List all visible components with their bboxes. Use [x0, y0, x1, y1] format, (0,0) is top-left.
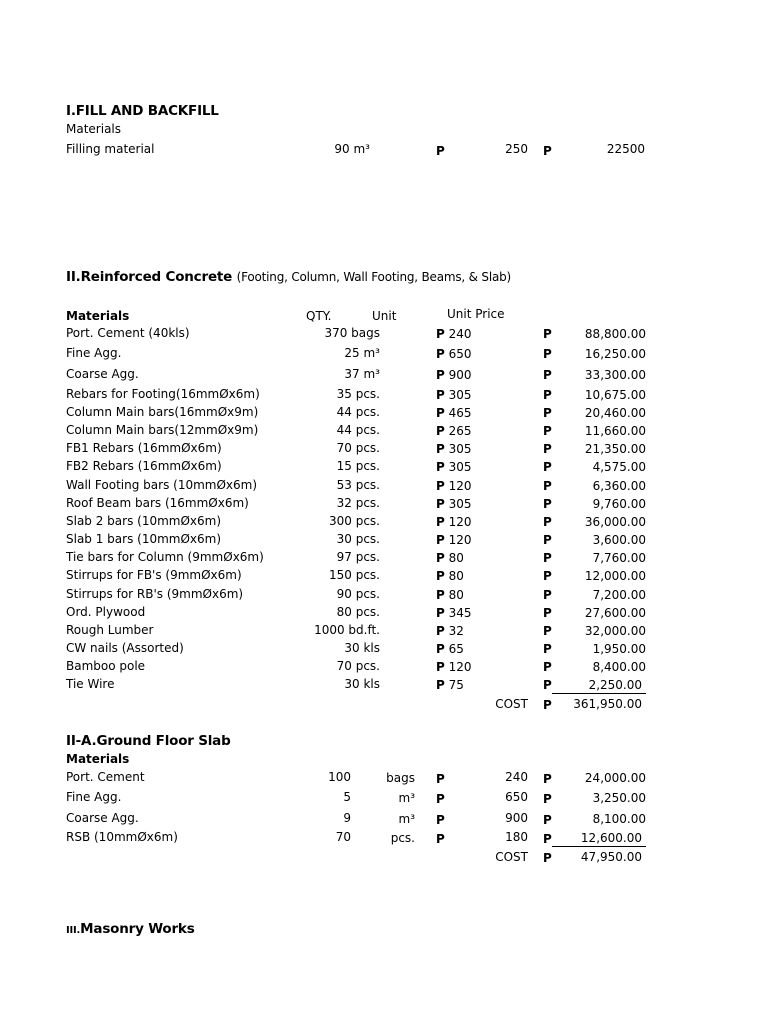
filling-material-peso-1: P: [436, 144, 445, 158]
rc-row-peso: P: [543, 569, 552, 583]
section-3-title: [66, 922, 195, 938]
gf-cost-label: COST: [495, 850, 528, 864]
rc-row-price: P 80: [436, 551, 464, 565]
rc-row-price: P 65: [436, 642, 464, 656]
rc-row-qty: 30 pcs.: [336, 532, 380, 546]
rc-row-amount: 2,250.00: [552, 678, 646, 694]
gf-row-price: 240: [505, 770, 528, 784]
rc-row-name: FB2 Rebars (16mmØx6m): [66, 459, 222, 473]
gf-row-unit: pcs.: [390, 831, 415, 845]
rc-row-price: P 80: [436, 588, 464, 602]
rc-row-price: P 305: [436, 388, 472, 402]
gf-row-amount: 3,250.00: [592, 791, 646, 805]
rc-row-qty: 35 pcs.: [336, 387, 380, 401]
rc-row-name: Column Main bars(16mmØx9m): [66, 405, 259, 419]
gf-row-price: 900: [505, 811, 528, 825]
rc-row-price: P 120: [436, 515, 472, 529]
rc-row-name: Column Main bars(12mmØx9m): [66, 423, 259, 437]
gf-row-unit: m³: [398, 791, 415, 805]
header-qty: QTY.: [306, 309, 332, 323]
rc-row-amount: 7,760.00: [592, 551, 646, 565]
rc-row-peso: P: [543, 460, 552, 474]
section-2-title-text: II.Reinforced Concrete: [66, 269, 233, 285]
gf-row-name: RSB (10mmØx6m): [66, 830, 178, 844]
rc-row-peso: P: [543, 642, 552, 656]
section-2a-materials-label: Materials: [66, 752, 130, 766]
header-unit: Unit: [372, 309, 397, 323]
rc-row-price: P 120: [436, 533, 472, 547]
section-2-title: [66, 270, 511, 285]
rc-row-price: P 32: [436, 624, 464, 638]
rc-row-name: Stirrups for FB's (9mmØx6m): [66, 568, 242, 582]
filling-material-peso-2: P: [543, 144, 552, 158]
rc-row-name: Bamboo pole: [66, 659, 146, 673]
rc-row-peso: P: [543, 497, 552, 511]
gf-row-qty: 70: [335, 830, 351, 844]
rc-row-name: Fine Agg.: [66, 346, 122, 360]
rc-row-name: Slab 1 bars (10mmØx6m): [66, 532, 222, 546]
gf-row-peso-1: P: [436, 792, 445, 806]
rc-row-qty: 15 pcs.: [336, 459, 380, 473]
rc-row-amount: 21,350.00: [584, 442, 646, 456]
rc-row-amount: 33,300.00: [584, 368, 646, 382]
rc-row-peso: P: [543, 551, 552, 565]
rc-row-name: CW nails (Assorted): [66, 641, 184, 655]
rc-row-amount: 3,600.00: [592, 533, 646, 547]
header-materials: Materials: [66, 309, 130, 323]
rc-row-amount: 9,760.00: [592, 497, 646, 511]
gf-row-qty: 9: [343, 811, 351, 825]
rc-row-amount: 20,460.00: [584, 406, 646, 420]
filling-material-amount: 22500: [606, 142, 645, 156]
rc-row-name: Slab 2 bars (10mmØx6m): [66, 514, 222, 528]
rc-row-amount: 4,575.00: [592, 460, 646, 474]
gf-row-peso-2: P: [543, 832, 552, 846]
rc-row-qty: 70 pcs.: [336, 659, 380, 673]
gf-row-unit: m³: [398, 812, 415, 826]
rc-row-amount: 6,360.00: [592, 479, 646, 493]
rc-row-amount: 8,400.00: [592, 660, 646, 674]
rc-row-price: P 120: [436, 660, 472, 674]
rc-row-qty: 300 pcs.: [329, 514, 380, 528]
rc-row-price: P 650: [436, 347, 472, 361]
rc-row-qty: 32 pcs.: [336, 496, 380, 510]
rc-row-peso: P: [543, 479, 552, 493]
rc-row-price: P 305: [436, 442, 472, 456]
rc-row-qty: 1000 bd.ft.: [314, 623, 380, 637]
gf-row-peso-2: P: [543, 813, 552, 827]
rc-row-amount: 32,000.00: [584, 624, 646, 638]
rc-row-price: P 345: [436, 606, 472, 620]
rc-row-amount: 88,800.00: [584, 327, 646, 341]
rc-row-qty: 30 kls: [344, 641, 380, 655]
gf-row-amount: 8,100.00: [592, 812, 646, 826]
rc-row-qty: 53 pcs.: [336, 478, 380, 492]
filling-material-qty: 90 m³: [334, 142, 370, 156]
rc-row-price: P 120: [436, 479, 472, 493]
rc-row-amount: 11,660.00: [584, 424, 646, 438]
rc-row-name: Port. Cement (40kls): [66, 326, 190, 340]
rc-cost-amount: 361,950.00: [573, 697, 642, 711]
rc-row-peso: P: [543, 368, 552, 382]
rc-row-name: Roof Beam bars (16mmØx6m): [66, 496, 249, 510]
rc-row-peso: P: [543, 388, 552, 402]
rc-row-qty: 370 bags: [324, 326, 380, 340]
gf-row-amount: 24,000.00: [584, 771, 646, 785]
rc-row-name: Ord. Plywood: [66, 605, 146, 619]
section-2a-title: II-A.Ground Floor Slab: [66, 733, 231, 749]
gf-row-name: Fine Agg.: [66, 790, 122, 804]
rc-row-amount: 27,600.00: [584, 606, 646, 620]
gf-row-qty: 100: [328, 770, 351, 784]
rc-row-peso: P: [543, 678, 552, 692]
rc-row-peso: P: [543, 588, 552, 602]
gf-row-unit: bags: [386, 771, 415, 785]
filling-material-name: Filling material: [66, 142, 155, 156]
rc-row-name: Coarse Agg.: [66, 367, 139, 381]
rc-row-amount: 10,675.00: [584, 388, 646, 402]
rc-row-qty: 70 pcs.: [336, 441, 380, 455]
rc-row-qty: 44 pcs.: [336, 405, 380, 419]
rc-row-amount: 7,200.00: [592, 588, 646, 602]
section-1-title: I.FILL AND BACKFILL: [66, 103, 219, 119]
rc-row-peso: P: [543, 327, 552, 341]
rc-row-price: P 900: [436, 368, 472, 382]
rc-row-price: P 240: [436, 327, 472, 341]
rc-row-peso: P: [543, 347, 552, 361]
filling-material-price: 250: [505, 142, 528, 156]
rc-row-name: Tie bars for Column (9mmØx6m): [66, 550, 264, 564]
rc-row-price: P 265: [436, 424, 472, 438]
rc-row-qty: 30 kls: [344, 677, 380, 691]
gf-row-peso-1: P: [436, 813, 445, 827]
gf-row-name: Port. Cement: [66, 770, 145, 784]
gf-row-name: Coarse Agg.: [66, 811, 139, 825]
gf-cost-amount: 47,950.00: [580, 850, 642, 864]
rc-row-price: P 465: [436, 406, 472, 420]
gf-cost-peso: P: [543, 851, 552, 865]
gf-row-peso-1: P: [436, 772, 445, 786]
rc-cost-label: COST: [495, 697, 528, 711]
rc-row-price: P 80: [436, 569, 464, 583]
gf-row-amount: 12,600.00: [552, 831, 646, 847]
gf-row-price: 180: [505, 830, 528, 844]
rc-row-peso: P: [543, 660, 552, 674]
rc-row-price: P 305: [436, 460, 472, 474]
rc-row-name: FB1 Rebars (16mmØx6m): [66, 441, 222, 455]
rc-row-price: P 305: [436, 497, 472, 511]
rc-row-peso: P: [543, 606, 552, 620]
section-2-subtitle: (Footing, Column, Wall Footing, Beams, & Slab): [236, 270, 512, 284]
rc-row-amount: 16,250.00: [584, 347, 646, 361]
rc-row-qty: 44 pcs.: [336, 423, 380, 437]
rc-cost-peso: P: [543, 698, 552, 712]
rc-row-peso: P: [543, 533, 552, 547]
rc-row-name: Stirrups for RB's (9mmØx6m): [66, 587, 244, 601]
gf-row-qty: 5: [343, 790, 351, 804]
rc-row-peso: P: [543, 424, 552, 438]
section-1-materials-label: Materials: [66, 122, 122, 136]
gf-row-price: 650: [505, 790, 528, 804]
rc-row-qty: 90 pcs.: [336, 587, 380, 601]
rc-row-price: P 75: [436, 678, 464, 692]
rc-row-peso: P: [543, 515, 552, 529]
rc-row-qty: 150 pcs.: [329, 568, 380, 582]
rc-row-peso: P: [543, 624, 552, 638]
rc-row-qty: 80 pcs.: [336, 605, 380, 619]
gf-row-peso-2: P: [543, 792, 552, 806]
rc-row-name: Rebars for Footing(16mmØx6m): [66, 387, 260, 401]
rc-row-amount: 12,000.00: [584, 569, 646, 583]
rc-row-qty: 25 m³: [344, 346, 380, 360]
gf-row-peso-1: P: [436, 832, 445, 846]
rc-row-amount: 36,000.00: [584, 515, 646, 529]
rc-row-qty: 37 m³: [344, 367, 380, 381]
rc-row-peso: P: [543, 406, 552, 420]
header-unit-price: Unit Price: [447, 307, 505, 321]
section-3-title-text: Masonry Works: [80, 921, 195, 937]
rc-row-name: Tie Wire: [66, 677, 115, 691]
rc-row-amount: 1,950.00: [592, 642, 646, 656]
rc-row-peso: P: [543, 442, 552, 456]
gf-row-peso-2: P: [543, 772, 552, 786]
section-3-roman: III.: [66, 925, 81, 936]
rc-row-name: Rough Lumber: [66, 623, 154, 637]
rc-row-name: Wall Footing bars (10mmØx6m): [66, 478, 258, 492]
rc-row-qty: 97 pcs.: [336, 550, 380, 564]
